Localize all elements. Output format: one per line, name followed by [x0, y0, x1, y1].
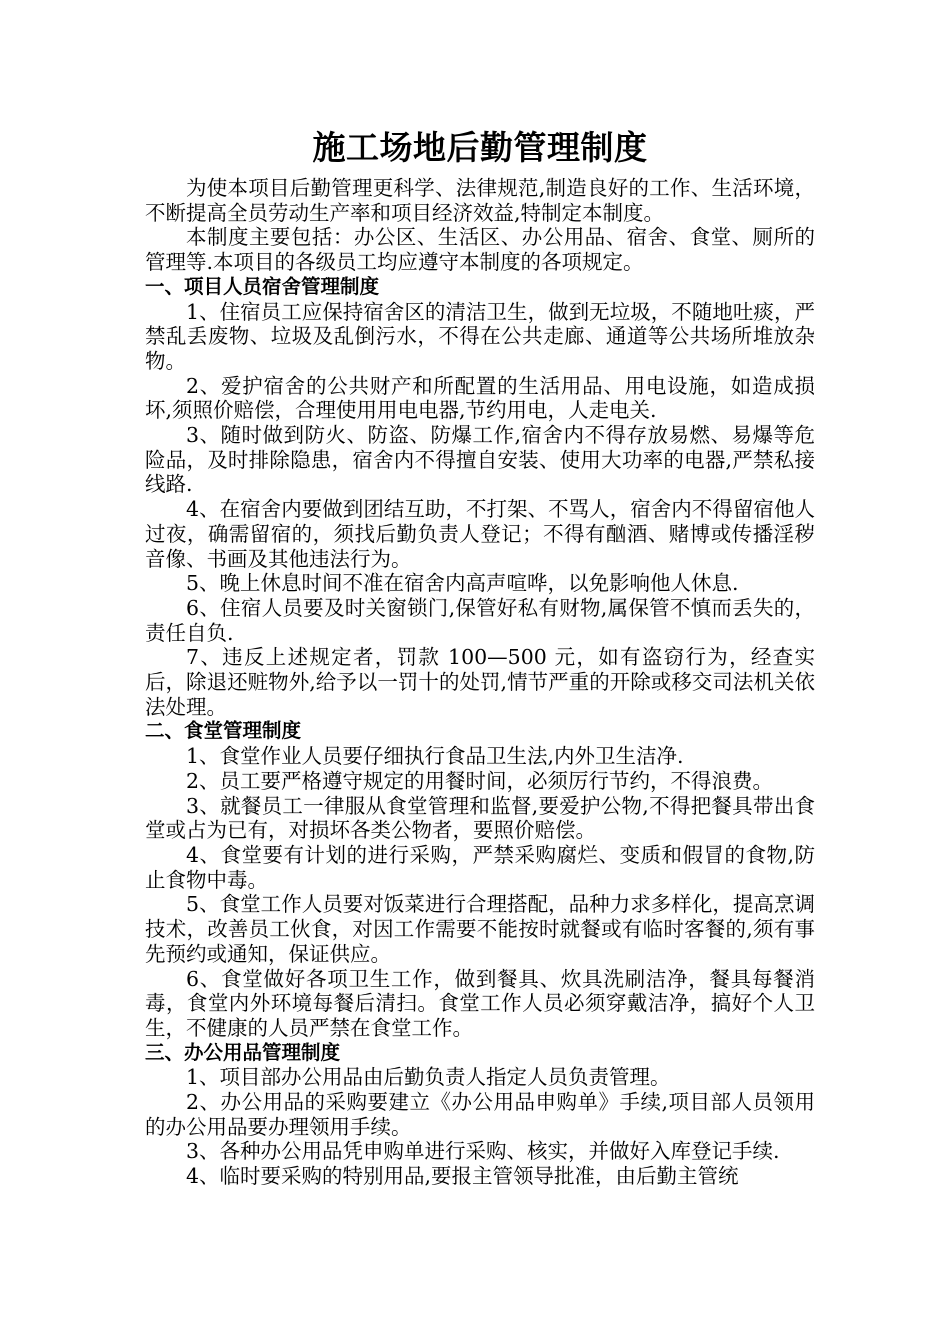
list-item: 1、食堂作业人员要仔细执行食品卫生法,内外卫生洁净. [186, 744, 684, 769]
section-heading-office-supplies: 三、办公用品管理制度 [145, 1040, 341, 1064]
intro-paragraph: 本制度主要包括：办公区、生活区、办公用品、宿舍、食堂、厕所的管理等.本项目的各级员工均应遵守本制度的各项规定。 [145, 225, 815, 275]
list-item: 1、项目部办公用品由后勤负责人指定人员负责管理。 [186, 1065, 671, 1090]
list-item: 6、住宿人员要及时关窗锁门,保管好私有财物,属保管不慎而丢失的，责任自负. [145, 595, 815, 645]
list-item: 2、爱护宿舍的公共财产和所配置的生活用品、用电设施，如造成损坏,须照价赔偿，合理使用用电电器,节约用电，人走电关. [145, 373, 815, 423]
intro-paragraph: 为使本项目后勤管理更科学、法律规范,制造良好的工作、生活环境，不断提高全员劳动生产率和项目经济效益,特制定本制度。 [145, 176, 815, 225]
list-item: 5、晚上休息时间不准在宿舍内高声喧哗，以免影响他人休息. [186, 571, 739, 596]
list-item: 5、食堂工作人员要对饭菜进行合理搭配，品种力求多样化，提高烹调技术，改善员工伙食，对因工作需要不能按时就餐或有临时客餐的,须有事先预约或通知，保证供应。 [145, 892, 815, 966]
section-heading-dormitory: 一、项目人员宿舍管理制度 [145, 274, 380, 298]
list-item: 3、随时做到防火、防盗、防爆工作,宿舍内不得存放易燃、易爆等危险品，及时排除隐患，宿舍内不得擅自安装、使用大功率的电器,严禁私接线路. [145, 423, 815, 497]
list-item: 2、员工要严格遵守规定的用餐时间，必须厉行节约，不得浪费。 [186, 768, 774, 793]
section-heading-canteen: 二、食堂管理制度 [145, 719, 302, 743]
list-item: 3、就餐员工一律服从食堂管理和监督,要爱护公物,不得把餐具带出食堂或占为已有，对损坏各类公物者，要照价赔偿。 [145, 793, 815, 843]
list-item: 7、违反上述规定者，罚款 100—500 元，如有盗窃行为，经查实后，除退还赃物外,给予以一罚十的处罚,情节严重的开除或移交司法机关依法处理。 [145, 645, 815, 719]
list-item: 3、各种办公用品凭申购单进行采购、核实，并做好入库登记手续. [186, 1139, 780, 1164]
document-body [145, 128, 815, 1189]
list-item: 1、住宿员工应保持宿舍区的清洁卫生，做到无垃圾，不随地吐痰，严禁乱丢废物、垃圾及乱倒污水，不得在公共走廊、通道等公共场所堆放杂物。 [145, 299, 815, 373]
document-title: 施工场地后勤管理制度 [312, 128, 648, 167]
list-item: 2、办公用品的采购要建立《办公用品申购单》手续,项目部人员领用的办公用品要办理领用手续。 [145, 1090, 815, 1139]
list-item: 4、在宿舍内要做到团结互助，不打架、不骂人，宿舍内不得留宿他人过夜，确需留宿的，须找后勤负责人登记；不得有酗酒、赌博或传播淫秽音像、书画及其他违法行为。 [145, 497, 815, 571]
list-item: 4、临时要采购的特别用品,要报主管领导批准，由后勤主管统 [186, 1164, 739, 1189]
list-item: 4、食堂要有计划的进行采购，严禁采购腐烂、变质和假冒的食物,防止食物中毒。 [145, 842, 815, 892]
list-item: 6、食堂做好各项卫生工作，做到餐具、炊具洗刷洁净，餐具每餐消毒，食堂内外环境每餐后清扫。食堂工作人员必须穿戴洁净，搞好个人卫生，不健康的人员严禁在食堂工作。 [145, 966, 815, 1040]
